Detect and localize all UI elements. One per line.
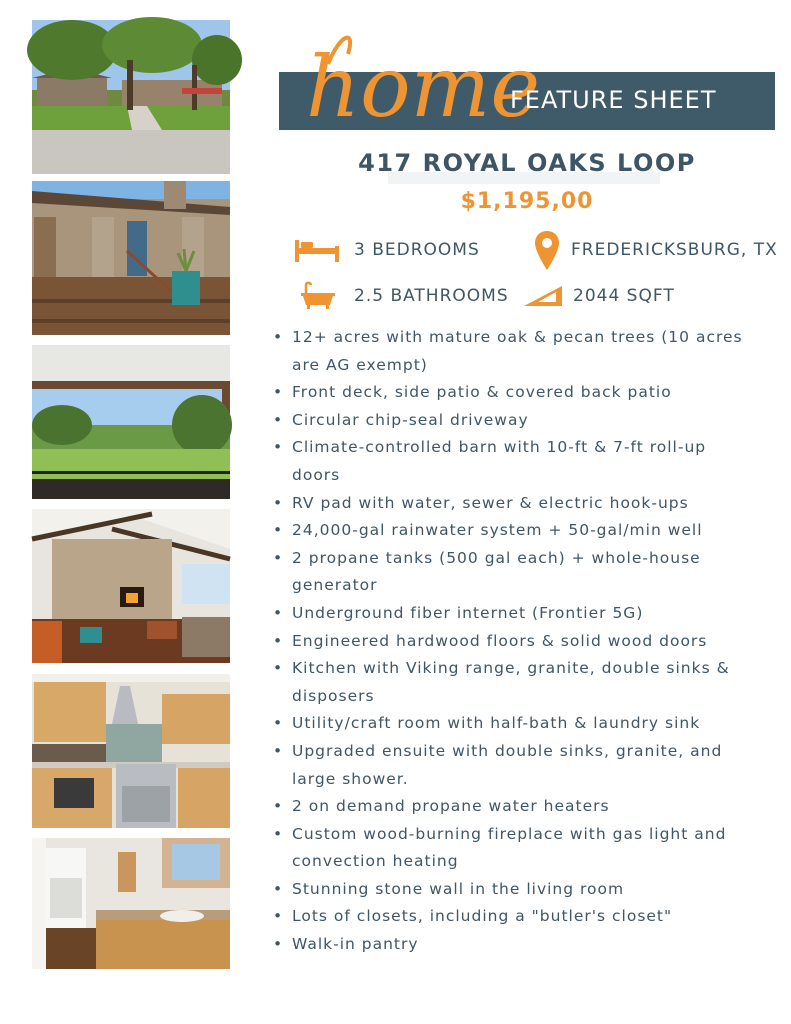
list-item: • Lots of closets, including a "butler's closet" <box>273 903 743 931</box>
list-item: • Climate-controlled barn with 10-ft & 7-ft roll-up doors <box>273 434 743 489</box>
list-item: • Stunning stone wall in the living room <box>273 876 743 904</box>
bed-icon <box>293 236 341 264</box>
script-word: home <box>306 38 541 136</box>
bathrooms-label: 2.5 BATHROOMS <box>354 286 509 306</box>
location-label: FREDERICKSBURG, TX <box>571 240 778 260</box>
list-item: • Front deck, side patio & covered back patio <box>273 379 743 407</box>
photo-covered-patio <box>32 345 230 499</box>
photo-house-exterior <box>32 20 230 174</box>
property-price: $1,195,00 <box>460 189 594 214</box>
list-item: • RV pad with water, sewer & electric hook-ups <box>273 490 743 518</box>
feature-list <box>273 324 743 959</box>
list-item: • 12+ acres with mature oak & pecan trees (10 acres are AG exempt) <box>273 324 743 379</box>
home-script-logo <box>300 24 541 144</box>
bedrooms-label: 3 BEDROOMS <box>354 240 480 260</box>
list-item: • 24,000-gal rainwater system + 50-gal/min well <box>273 517 743 545</box>
list-item: • Utility/craft room with half-bath & laundry sink <box>273 710 743 738</box>
list-item: • Circular chip-seal driveway <box>273 407 743 435</box>
list-item: • Underground fiber internet (Frontier 5G) <box>273 600 743 628</box>
ruler-triangle-icon <box>522 284 564 308</box>
banner-title: FEATURE SHEET <box>510 86 717 114</box>
list-item: • Engineered hardwood floors & solid wood doors <box>273 628 743 656</box>
list-item: • 2 propane tanks (500 gal each) + whole-house generator <box>273 545 743 600</box>
property-address: 417 ROYAL OAKS LOOP <box>358 149 696 177</box>
list-item: • Custom wood-burning fireplace with gas light and convection heating <box>273 821 743 876</box>
bathtub-icon <box>300 280 336 310</box>
photo-living-room <box>32 509 230 663</box>
list-item: • Walk-in pantry <box>273 931 743 959</box>
photo-bathroom <box>32 838 230 969</box>
photo-front-deck <box>32 181 230 335</box>
sqft-label: 2044 SQFT <box>573 286 675 306</box>
list-item: • Upgraded ensuite with double sinks, granite, and large shower. <box>273 738 743 793</box>
list-item: • 2 on demand propane water heaters <box>273 793 743 821</box>
list-item: • Kitchen with Viking range, granite, double sinks & disposers <box>273 655 743 710</box>
photo-kitchen <box>32 674 230 828</box>
location-pin-icon <box>534 230 560 272</box>
